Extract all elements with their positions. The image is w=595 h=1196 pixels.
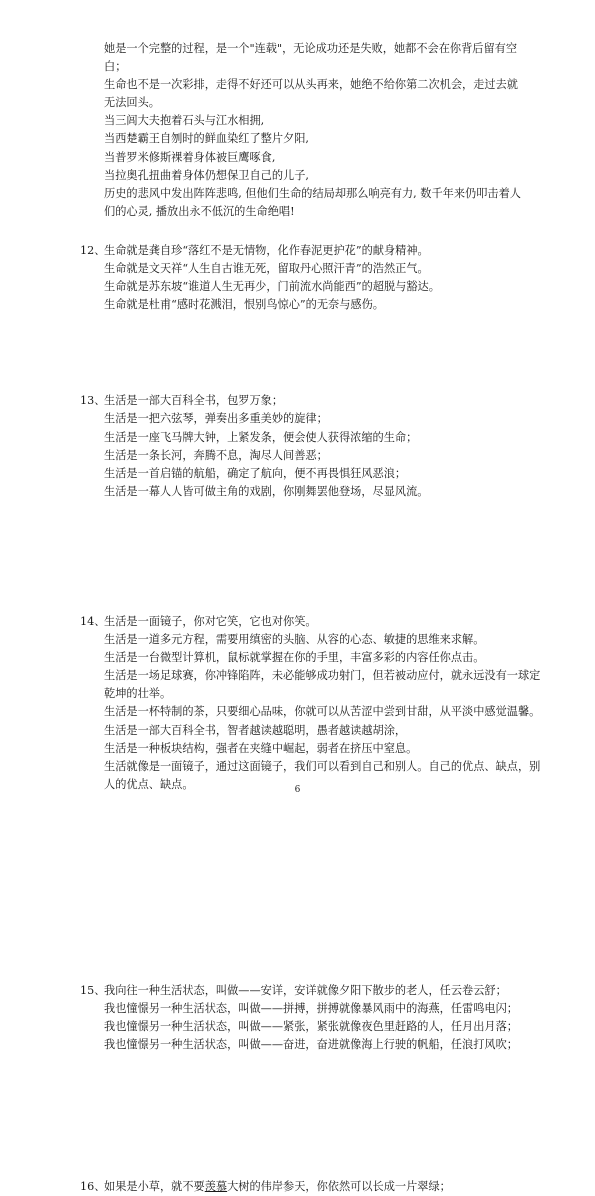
section-line: 生命就是杜甫“感时花溅泪，恨别鸟惊心”的无奈与感伤。 <box>104 298 384 312</box>
continuation-line: 当西楚霸王自刎时的鲜血染红了整片夕阳, <box>104 132 309 146</box>
section-line: 我也憧憬另一种生活状态，叫做——紧张，紧张就像夜色里赶路的人，任月出月落； <box>104 1020 518 1034</box>
section-line: 生活是一部大百科全书，智者越读越聪明，愚者越读越胡涂， <box>104 723 407 737</box>
section-line: 生命就是龚自珍“落红不是无情物，化作春泥更护花”的献身精神。 <box>104 244 429 257</box>
section-line: 生活是一杯特制的茶，只要细心品味，你就可以从苦涩中尝到甘甜，从平淡中感觉温馨。 <box>104 705 541 719</box>
continuation-line: 生命也不是一次彩排，走得不好还可以从头再来，她绝不给你第二次机会，走过去就无法回头。 <box>104 78 518 110</box>
section-line: 生活是一道多元方程，需要用缜密的头脑、从容的心态、敏捷的思维来求解。 <box>104 633 485 647</box>
section-number: 13、 <box>80 394 106 408</box>
section-line: 我也憧憬另一种生活状态，叫做——拼搏，拼搏就像暴风雨中的海燕，任雷鸣电闪； <box>104 1001 518 1015</box>
continuation-block <box>104 40 521 221</box>
section-line: 生命就是苏东坡“谁道人生无再少，门前流水尚能西”的超脱与豁达。 <box>104 280 440 294</box>
section-line: 我向往一种生活状态，叫做——安详，安详就像夕阳下散步的老人，任云卷云舒； <box>104 983 507 997</box>
line-text: 大树的伟岸参天，你依然可以长成一片翠绿； <box>227 1180 451 1194</box>
section-line: 生活是一场足球赛，你冲锋陷阵，未必能够成功射门，但若被动应付，就永远没有一球定乾坤的壮举。 <box>104 669 541 701</box>
continuation-line: 历史的悲风中发出阵阵悲鸣, 但他们生命的结局却那么响亮有力, 数千年来仍叩击着人们的心灵, 播放出永不低沉的生命绝唱! <box>104 186 521 218</box>
page-number: 6 <box>294 785 301 795</box>
section-12 <box>80 242 544 314</box>
section-line: 生命就是文天祥“人生自古谁无死，留取丹心照汗青”的浩然正气。 <box>104 262 429 276</box>
section-13 <box>80 392 544 501</box>
continuation-line: 当三闾大夫抱着石头与江水相拥, <box>104 114 265 128</box>
section-14 <box>80 613 544 794</box>
continuation-line: 当拉奥孔扭曲着身体仍想保卫自己的儿子, <box>104 168 309 182</box>
underlined-word: 羡慕 <box>204 1180 228 1194</box>
section-line: 生活是一幕人人皆可做主角的戏剧，你刚舞罢他登场，尽显风流。 <box>104 484 429 498</box>
continuation-line: 她是一个完整的过程，是一个"连载"，无论成功还是失败，她都不会在你背后留有空白； <box>104 42 518 74</box>
section-line: 生活是一首启锚的航船，确定了航向，便不再畏惧狂风恶浪； <box>104 466 407 480</box>
section-line: 生活是一台微型计算机，鼠标就掌握在你的手里，丰富多彩的内容任你点击。 <box>104 651 485 665</box>
section-line: 生活是一部大百科全书，包罗万象； <box>104 394 284 408</box>
section-number: 16、 <box>80 1180 106 1194</box>
section-16 <box>80 1178 544 1196</box>
section-line: 生活就像是一面镜子，通过这面镜子，我们可以看到自己和别人。自己的优点、缺点，别人的优点、缺点。 <box>104 759 541 791</box>
section-line: 生活是一把六弦琴，弹奏出多重美妙的旋律； <box>104 412 328 426</box>
section-line: 生活是一种板块结构，强者在夹缝中崛起，弱者在挤压中窒息。 <box>104 741 418 755</box>
section-number: 15、 <box>80 983 106 997</box>
section-number: 14、 <box>80 614 106 628</box>
section-line: 生活是一条长河，奔腾不息，淘尽人间善恶； <box>104 448 328 462</box>
section-line <box>104 1178 544 1196</box>
section-line: 生活是一面镜子，你对它笑，它也对你笑。 <box>104 614 317 628</box>
section-15 <box>80 982 544 1054</box>
section-line: 我也憧憬另一种生活状态，叫做——奋进，奋进就像海上行驶的帆船，任浪打风吹； <box>104 1038 518 1052</box>
section-line: 生活是一座飞马牌大钟，上紧发条，便会使人获得浓缩的生命； <box>104 430 418 444</box>
continuation-line: 当普罗米修斯裸着身体被巨鹰啄食, <box>104 150 276 164</box>
section-number: 12、 <box>80 244 106 257</box>
line-text: 如果是小草，就不要 <box>104 1180 205 1194</box>
